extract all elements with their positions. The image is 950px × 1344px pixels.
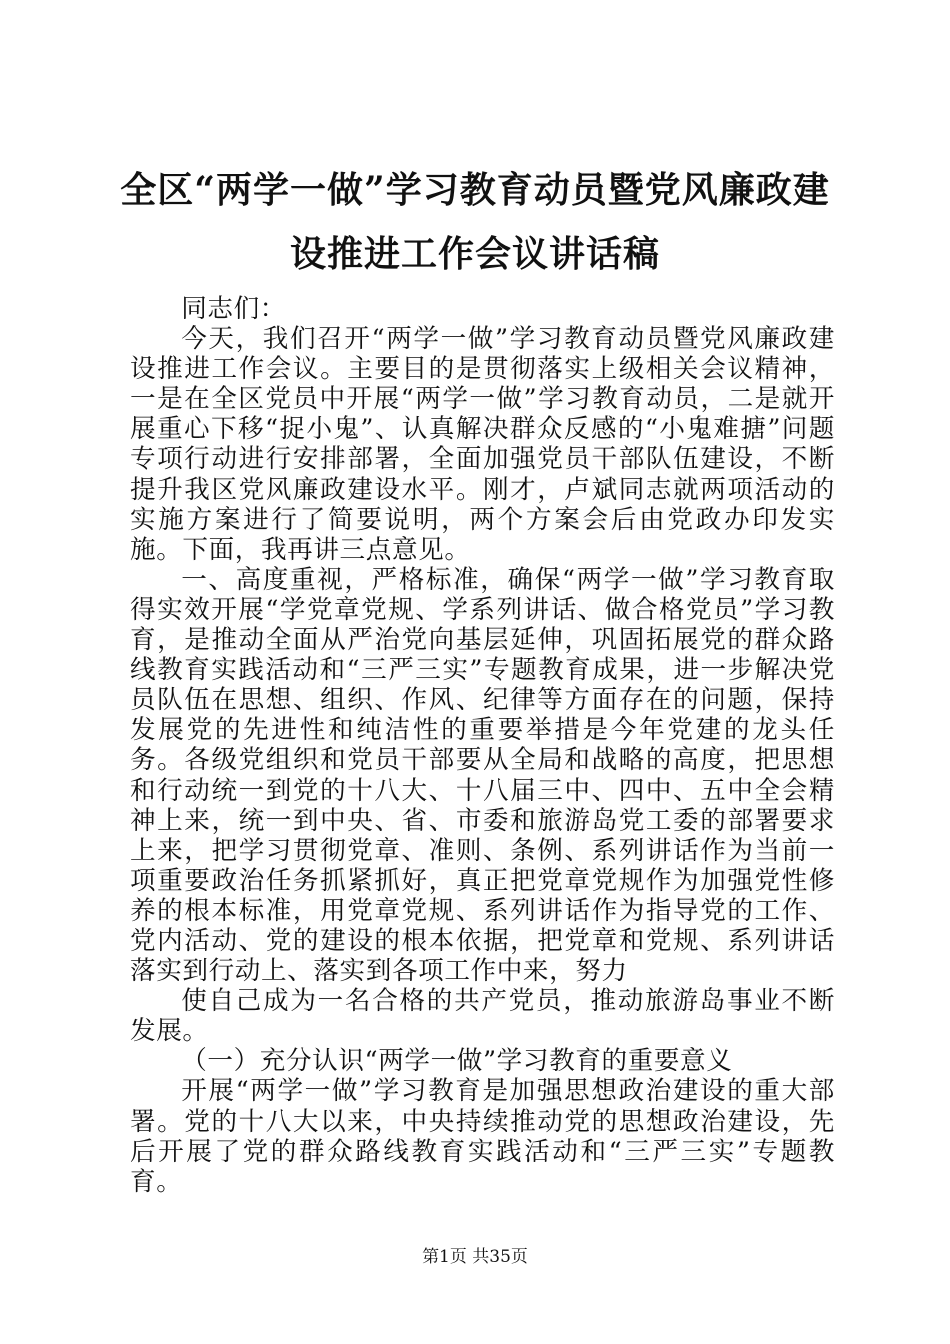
body-paragraph: 今天，我们召开“两学一做”学习教育动员暨党风廉政建设推进工作会议。主要目的是贯彻落实上级相关会议精神，一是在全区党员中开展“两学一做”学习教育动员，二是就开展重心下移“捉小鬼”、认真解决群众反感的“小鬼难搪”问题专项行动进行安排部署，全面加强党员干部队伍建设，不断提升我区党风廉政建设水平。刚才，卢斌同志就两项活动的实施方案进行了简要说明，两个方案会后由党政办印发实施。下面，我再讲三点意见。	[130, 324, 835, 565]
section-heading: （一）充分认识“两学一做”学习教育的重要意义	[181, 1046, 733, 1077]
body-paragraph: 开展“两学一做”学习教育是加强思想政治建设的重大部署。党的十八大以来，中央持续推动党的思想政治建设，先后开展了党的群众路线教育实践活动和“三严三实”专题教育。	[130, 1076, 835, 1197]
body-paragraph: 一、高度重视，严格标准，确保“两学一做”学习教育取得实效开展“学党章党规、学系列讲话、做合格党员”学习教育，是推动全面从严治党向基层延伸，巩固拓展党的群众路线教育实践活动和“三严三实”专题教育成果，进一步解决党员队伍在思想、组织、作风、纪律等方面存在的问题，保持发展党的先进性和纯洁性的重要举措是今年党建的龙头任务。各级党组织和党员干部要从全局和战略的高度，把思想和行动统一到党的十八大、十八届三中、四中、五中全会精神上来，统一到中央、省、市委和旅游岛党工委的部署要求上来，把学习贯彻党章、准则、条例、系列讲话作为当前一项重要政治任务抓紧抓好，真正把党章党规作为加强党性修养的根本标准，用党章党规、系列讲话作为指导党的工作、党内活动、党的建设的根本依据，把党章和党规、系列讲话落实到行动上、落实到各项工作中来，努力	[130, 564, 835, 987]
document-body	[130, 294, 835, 1197]
body-paragraph: 使自己成为一名合格的共产党员，推动旅游岛事业不断发展。	[130, 986, 835, 1047]
page-number-footer: 第1页 共35页	[422, 1247, 528, 1267]
salutation-paragraph: 同志们：	[181, 294, 286, 324]
document-title: 全区“两学一做”学习教育动员暨党风廉政建设推进工作会议讲话稿	[120, 169, 830, 275]
